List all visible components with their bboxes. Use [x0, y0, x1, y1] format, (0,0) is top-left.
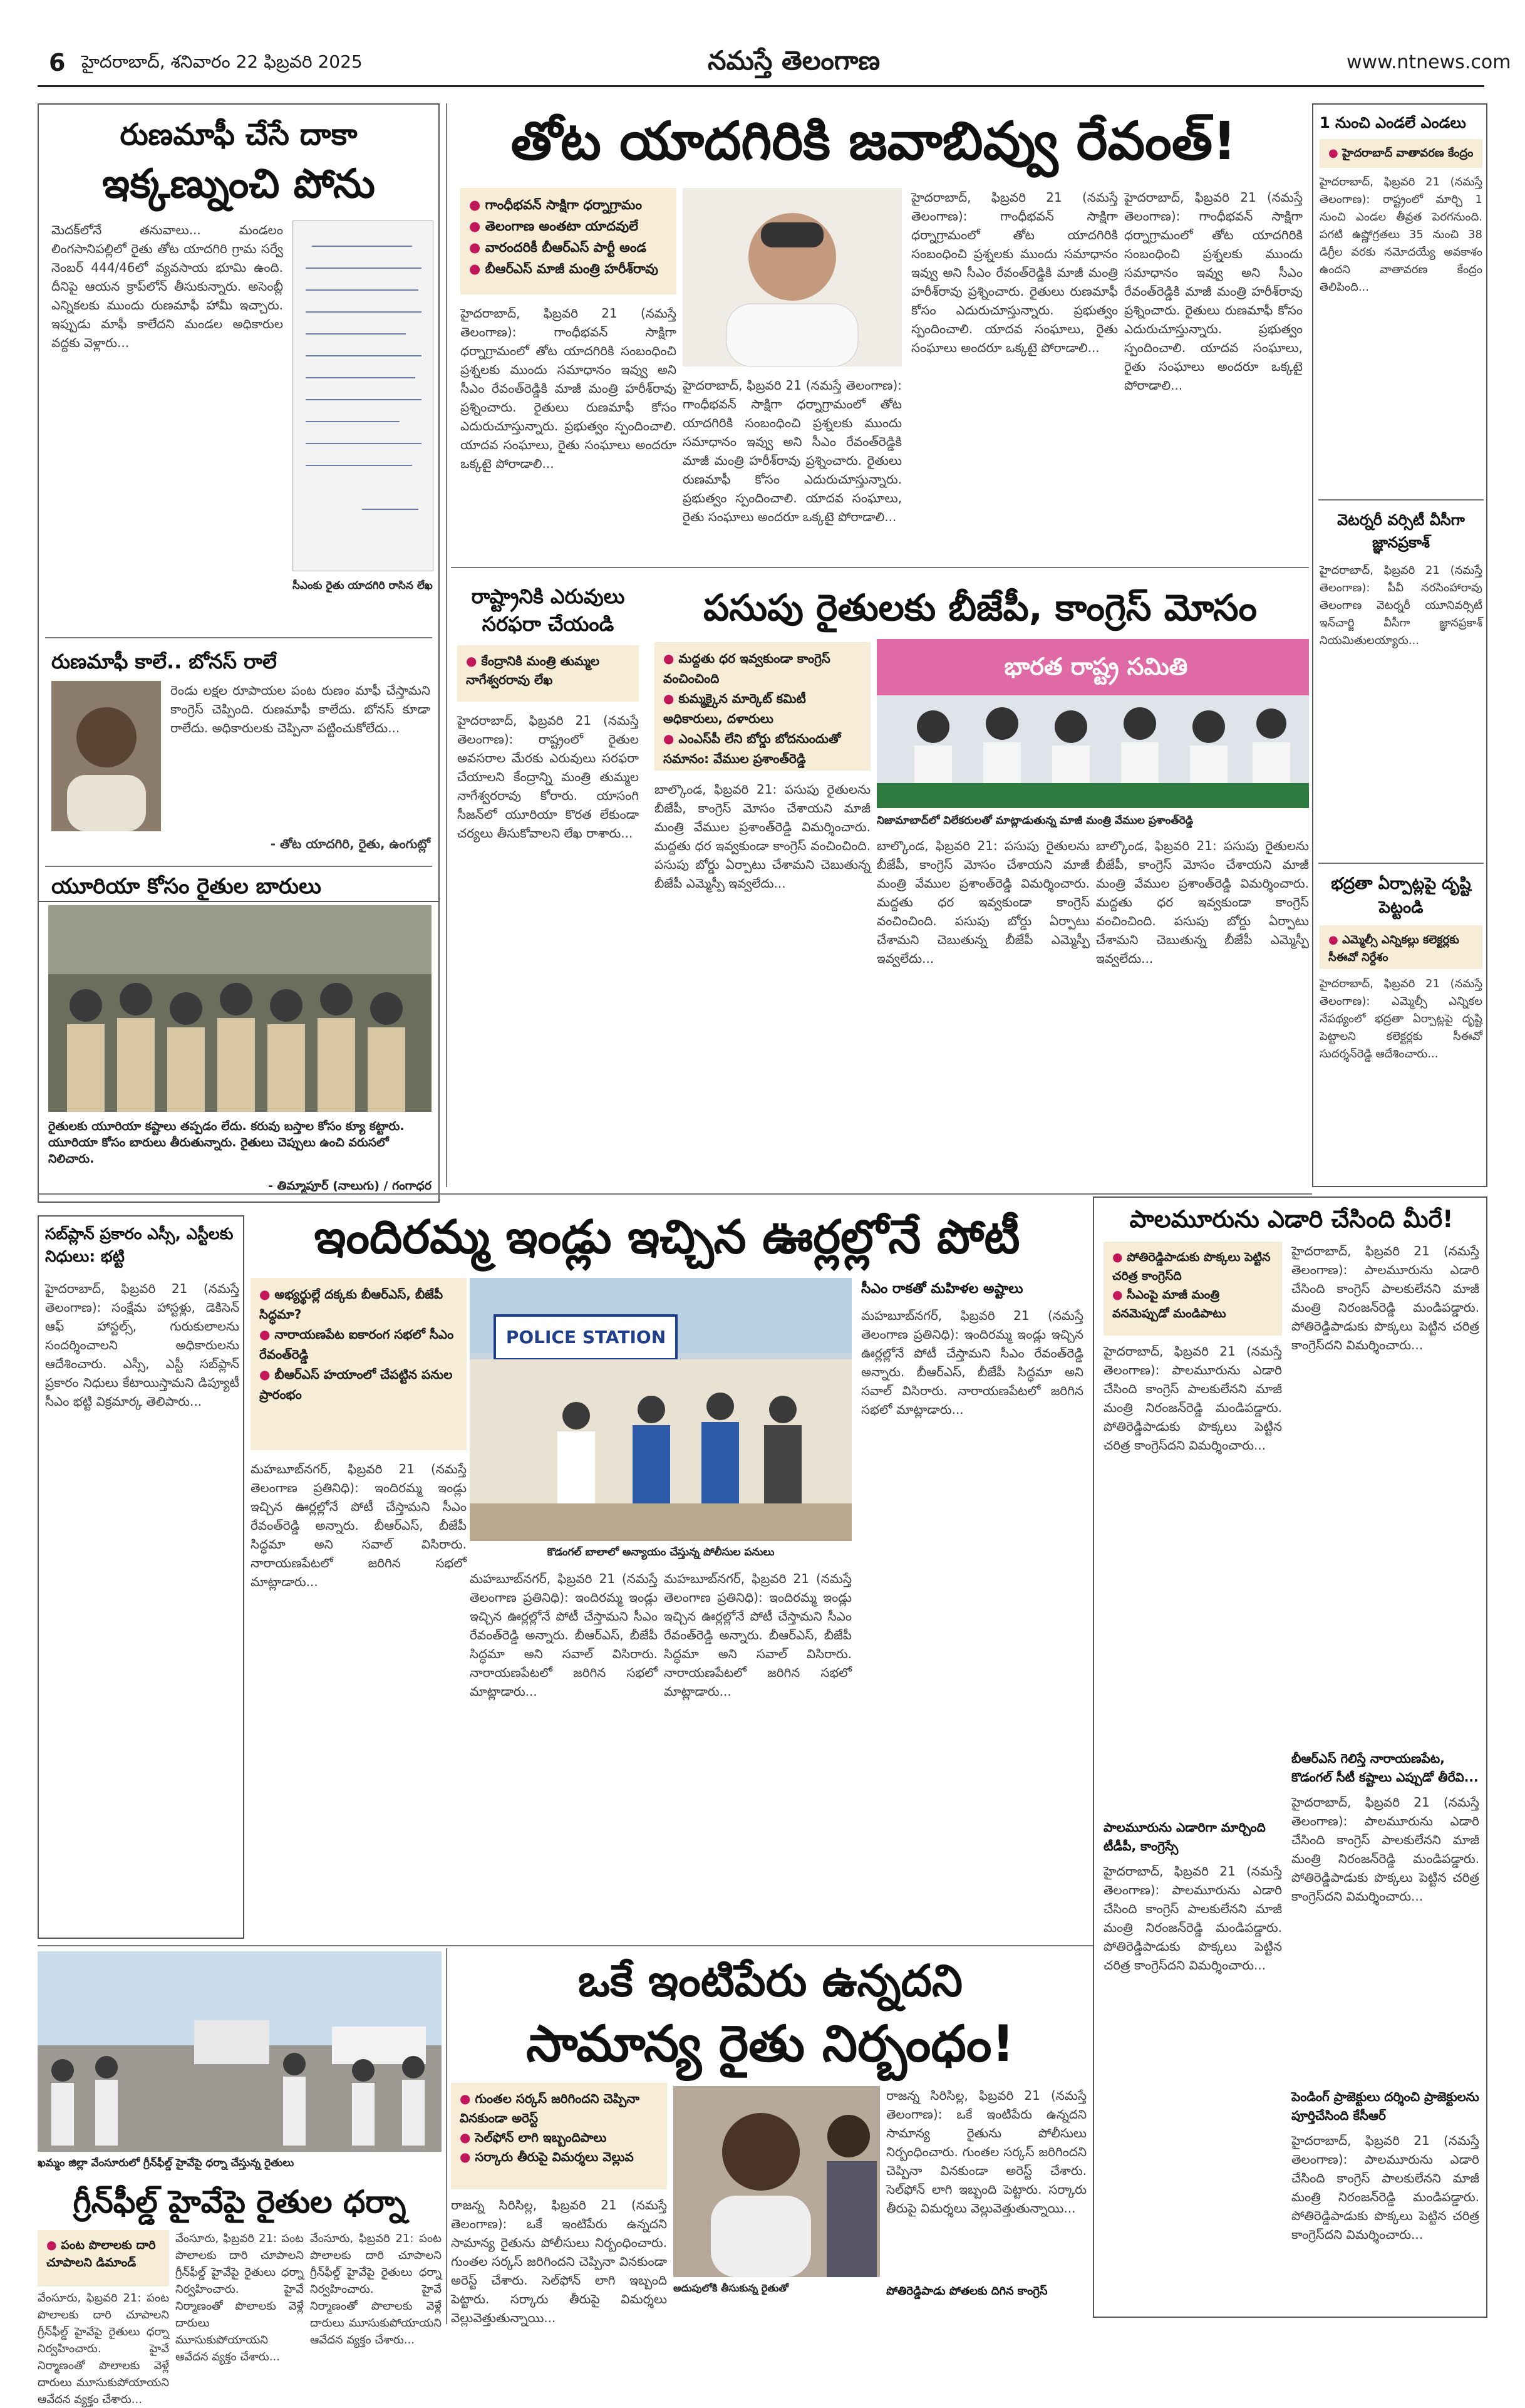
palamuru-bullet-1: ● పోతిరెడ్డిపాడుకు పొక్కలు పెట్టిన చరిత్ర కాంగ్రెస్‌ది: [1112, 1248, 1273, 1285]
rinamafi2-byline: - తోట యాదగిరి, రైతు, ఉంగుట్లో: [270, 836, 430, 851]
masthead: [38, 44, 1511, 81]
palamuru-text-1: హైదరాబాద్, ఫిబ్రవరి 21 (నమస్తే తెలంగాణ): పాలమూరును ఎడారి చేసింది కాంగ్రెస్ పాలకులేనని మాజీ మంత్రి నిరంజన్‌రెడ్డి మండిపడ్డారు. పోతిరెడ్డిపాడుకు పొక్కలు పెట్టిన చరిత్ర కాంగ్రెస్‌దని విమర్శించారు...: [1104, 1344, 1282, 1453]
revanth-bottom-rule: [451, 567, 1309, 568]
police-station-caption: కొడంగల్ బాలాలో అన్యాయం చేస్తున్న పోలీసుల పనులు: [547, 1546, 775, 1559]
bhadrata-subtitle: ● ఎమ్మెల్సీ ఎన్నికల్లు కలెక్టర్లకు సీఈవో నిర్దేశం: [1328, 932, 1474, 967]
column-rule-1: [446, 103, 447, 1187]
rinamafi2-title: రుణమాఫీ కాలే.. బోనస్ రాలే: [51, 650, 277, 673]
harish-rao-photo: [683, 188, 902, 366]
rinamafi2-text: రెండు లక్షల రూపాయల పంట రుణం మాఫీ చేస్తామని కాంగ్రెస్ చెప్పింది. రుణమాఫీ కాలేదు. బోనస్ కూడా రాలేదు. అధికారులకు చెప్పినా పట్టించుకోలేదు...: [170, 683, 430, 735]
pasupu-bullet-2: ● కుమ్మక్కైన మార్కెట్ కమిటీ అధికారులు, దళారులు: [663, 688, 862, 729]
section-rule: [38, 1193, 1312, 1195]
letter-caption: సీఎంకు రైతు యాదగిరి రాసిన లేఖ: [292, 579, 433, 592]
pasupu-text-3: బాల్కొండ, ఫిబ్రవరి 21: పసుపు రైతులను బీజేపీ, కాంగ్రెస్ మోసం చేశాయని మాజీ మంత్రి వేముల ప్రశాంత్‌రెడ్డి విమర్శించారు. మద్దతు ధర ఇవ్వకుండా కాంగ్రెస్ వంచించింది. పసుపు బోర్డు ఏర్పాటు చేశామని చెబుతున్న బీజేపీ ఎమ్మెస్పీ ఇవ్వలేదు...: [1096, 838, 1309, 966]
rashtraniki-box: [451, 576, 645, 1187]
revanth-bullet-4: ● బీఆర్‌ఎస్ మాజీ మంత్రి హరీశ్‌రావు: [469, 258, 668, 279]
revanth-bullet-1: ● గాంధీభవన్ సాక్షిగా ధర్నాగ్రామం: [469, 194, 668, 215]
vetnari-text: హైదరాబాద్, ఫిబ్రవరి 21 (నమస్తే తెలంగాణ): పీవీ నరసింహారావు తెలంగాణ వెటర్నరీ యూనివర్సిటీ ఇన్‌చార్జి వీసీగా జ్ఞానప్రకాశ్ నియమితులయ్యారు...: [1320, 564, 1482, 647]
oke-headline-2: సామాన్య రైతు నిర్బంధం!: [526, 2015, 1015, 2073]
indiramma-text-1: మహబూబ్‌నగర్, ఫిబ్రవరి 21 (నమస్తే తెలంగాణ ప్రతినిధి): ఇందిరమ్మ ఇండ్లు ఇచ్చిన ఊర్లల్లోనే పోటీ చేస్తామని సీఎం రేవంత్‌రెడ్డి అన్నారు. బీఆర్‌ఎస్, బీజేపీ సిద్ధమా అని సవాల్ విసిరారు. నారాయణపేటలో జరిగిన సభలో మాట్లాడారు...: [251, 1461, 467, 1589]
rinamafi-title-1: రుణమాఫీ చేసే దాకా: [120, 117, 358, 152]
indiramma-text-2: మహబూబ్‌నగర్, ఫిబ్రవరి 21 (నమస్తే తెలంగాణ ప్రతినిధి): ఇందిరమ్మ ఇండ్లు ఇచ్చిన ఊర్లల్లోనే పోటీ చేస్తామని సీఎం రేవంత్‌రెడ్డి అన్నారు. బీఆర్‌ఎస్, బీజేపీ సిద్ధమా అని సవాల్ విసిరారు. నారాయణపేటలో జరిగిన సభలో మాట్లాడారు...: [470, 1571, 658, 1699]
greenfield-text-2: వేంసూరు, ఫిబ్రవరి 21: పంట పొలాలకు దారి చూపాలని గ్రీన్‌ఫీల్డ్ హైవేపై రైతులు ధర్నా నిర్వహించారు. హైవే నిర్మాణంతో పొలాలకు వెళ్లే దారులు మూసుకుపోయాయని ఆవేదన వ్యక్తం చేశారు...: [175, 2232, 304, 2364]
oke-bullet-3: ● సర్కారు తీరుపై విమర్శలు వెల్లువ: [460, 2147, 658, 2167]
urea-box: [38, 902, 440, 1203]
urea-byline: - తిమ్మాపూర్ (నాలుగు) / గంగాధర: [267, 1179, 432, 1193]
palamuru-bullet-2: ● సీఎంపై మాజీ మంత్రి వనమెప్పుడో మండిపాటు: [1112, 1285, 1273, 1323]
paper-name: నమస్తే తెలంగాణ: [708, 45, 881, 76]
website[interactable]: www.ntnews.com: [1347, 51, 1511, 73]
rashtraniki-bullet-1: ● కేంద్రానికి మంత్రి తుమ్మల నాగేశ్వరరావు లేఖ: [466, 651, 630, 689]
revanth-text-4: హైదరాబాద్, ఫిబ్రవరి 21 (నమస్తే తెలంగాణ): గాంధీభవన్ సాక్షిగా ధర్నాగ్రామంలో తోట యాదగిరికి సంబంధించి ప్రశ్నలకు ముందు సమాధానం ఇవ్వు అని సీఎం రేవంత్‌రెడ్డికి మాజీ మంత్రి హరీశ్‌రావు ప్రశ్నించారు. రైతులు రుణమాఫీ కోసం ఎదురుచూస్తున్నారు. ప్రభుత్వం స్పందించాలి. యాదవ సంఘాలు, రైతు సంఘాలు అందరూ ఒక్కటై పోరాడాలి...: [1124, 190, 1303, 393]
indiramma-bullet-1: ● అభ్యర్థుల్లే దక్కకు బీఆర్‌ఎస్, బీజేపీ సిద్ధమా?: [259, 1284, 458, 1324]
rinamafi-title-2: ఇక్కణ్నుంచి పోను: [102, 161, 375, 207]
endalu-subtitle: ● హైదరాబాద్ వాతావరణ కేంద్రం: [1328, 145, 1474, 162]
police-station-illustration: [470, 1278, 852, 1541]
bhadrata-subtitle-box: [1320, 925, 1482, 969]
bhadrata-text: హైదరాబాద్, ఫిబ్రవరి 21 (నమస్తే తెలంగాణ): ఎమ్మెల్సీ ఎన్నికల నేపథ్యంలో భద్రతా ఏర్పాట్లపై దృష్టి పెట్టాలని కలెక్టర్లకు సీఈవో సుదర్శన్‌రెడ్డి ఆదేశించారు...: [1320, 977, 1482, 1061]
rashtraniki-title: రాష్ట్రానికి ఎరువులు సరఫరా చేయండి: [471, 584, 625, 636]
greenfield-headline: గ్రీన్‌ఫీల్డ్ హైవేపై రైతుల ధర్నా: [73, 2184, 406, 2220]
revanth-text-3: హైదరాబాద్, ఫిబ్రవరి 21 (నమస్తే తెలంగాణ): గాంధీభవన్ సాక్షిగా ధర్నాగ్రామంలో తోట యాదగిరికి సంబంధించి ప్రశ్నలకు ముందు సమాధానం ఇవ్వు అని సీఎం రేవంత్‌రెడ్డికి మాజీ మంత్రి హరీశ్‌రావు ప్రశ్నించారు. రైతులు రుణమాఫీ కోసం ఎదురుచూస్తున్నారు. ప్రభుత్వం స్పందించాలి. యాదవ సంఘాలు, రైతు సంఘాలు అందరూ ఒక్కటై పోరాడాలి...: [911, 190, 1118, 355]
revanth-headline: తోట యాదగిరికి జవాబివ్వు రేవంత్!: [510, 110, 1237, 172]
pasupu-bullet-3: ● ఎంఎస్‌పీ లేని బోర్డు బోదనుందుతో సమానం: వేముల ప్రశాంత్‌రెడ్డి: [663, 729, 862, 769]
oke-bullet-2: ● సెల్‌ఫోన్ లాగి ఇబ్బందిపాలు: [460, 2128, 658, 2147]
dateline: హైదరాబాద్, శనివారం 22 ఫిబ్రవరి 2025: [81, 51, 363, 72]
greenfield-caption: ఖమ్మం జిల్లా వేంసూరులో గ్రీన్‌ఫీల్డ్ హైవేపై ధర్నా చేస్తున్న రైతులు: [38, 2157, 294, 2169]
press-meet-caption: నిజామాబాద్‌లో విలేకరులతో మాట్లాడుతున్న మాజీ మంత్రి వేముల ప్రశాంత్‌రెడ్డి: [877, 814, 1194, 827]
palamuru-bullets: [1104, 1242, 1282, 1336]
revanth-bullet-2: ● తెలంగాణ అంతటా యాదవులే: [469, 215, 668, 237]
greenfield-text-1: వేంసూరు, ఫిబ్రవరి 21: పంట పొలాలకు దారి చూపాలని గ్రీన్‌ఫీల్డ్ హైవేపై రైతులు ధర్నా నిర్వహించారు. హైవే నిర్మాణంతో పొలాలకు వెళ్లే దారులు మూసుకుపోయాయని ఆవేదన వ్యక్తం చేశారు...: [38, 2291, 169, 2406]
page-number: 6: [49, 49, 66, 76]
revanth-text-1: హైదరాబాద్, ఫిబ్రవరి 21 (నమస్తే తెలంగాణ): గాంధీభవన్ సాక్షిగా ధర్నాగ్రామంలో తోట యాదగిరికి సంబంధించి ప్రశ్నలకు ముందు సమాధానం ఇవ్వు అని సీఎం రేవంత్‌రెడ్డికి మాజీ మంత్రి హరీశ్‌రావు ప్రశ్నించారు. రైతులు రుణమాఫీ కోసం ఎదురుచూస్తున్నారు. ప్రభుత్వం స్పందించాలి. యాదవ సంఘాలు, రైతు సంఘాలు అందరూ ఒక్కటై పోరాడాలి...: [460, 306, 676, 471]
indiramma-headline: ఇందిరమ్మ ఇండ్లు ఇచ్చిన ఊర్లల్లోనే పోటీ: [314, 1210, 1020, 1264]
endalu-title: 1 నుంచి ఎండలే ఎండలు: [1320, 114, 1466, 132]
urea-title: యూరియా కోసం రైతుల బారులు: [51, 874, 321, 899]
oke-text-2: రాజన్న సిరిసిల్ల, ఫిబ్రవరి 21 (నమస్తే తెలంగాణ): ఒకే ఇంటిపేరు ఉన్నదని సామాన్య రైతును పోలీసులు నిర్బంధించారు. గుంతల సర్కస్ జరిగిందని చెప్పినా వినకుండా అరెస్ట్ చేశారు. సెల్‌ఫోన్ లాగి ఇబ్బంది పెట్టారు. సర్కారు తీరుపై విమర్శలు వెల్లువెత్తుతున్నాయి...: [886, 2088, 1087, 2216]
urea-caption: రైతులకు యూరియా కష్టాలు తప్పడం లేదు. కరువు బస్తాల కోసం క్యూ కట్టారు. యూరియా కోసం బారులు తీరుతున్నారు. రైతులు చెప్పులు ఉంచి వరుసలో నిలిచారు.: [48, 1119, 405, 1166]
crowd-illustration: [48, 905, 432, 1112]
revanth-text-2: హైదరాబాద్, ఫిబ్రవరి 21 (నమస్తే తెలంగాణ): గాంధీభవన్ సాక్షిగా ధర్నాగ్రామంలో తోట యాదగిరికి సంబంధించి ప్రశ్నలకు ముందు సమాధానం ఇవ్వు అని సీఎం రేవంత్‌రెడ్డికి మాజీ మంత్రి హరీశ్‌రావు ప్రశ్నించారు. రైతులు రుణమాఫీ కోసం ఎదురుచూస్తున్నారు. ప్రభుత్వం స్పందించాలి. యాదవ సంఘాలు, రైతు సంఘాలు అందరూ ఒక్కటై పోరాడాలి...: [683, 378, 902, 524]
vetnari-title: వెటర్నరీ వర్సిటీ వీసీగా జ్ఞానప్రకాశ్: [1337, 511, 1465, 551]
rinamafi-divider: [45, 637, 432, 638]
right-column-box: [1312, 103, 1487, 1187]
oke-bullets: [451, 2083, 667, 2189]
police-station-photo: [470, 1278, 852, 1541]
oke-bullet-1: ● గుంతల సర్కస్ జరిగిందని చెప్పినా వినకుండా అరెస్ట్: [460, 2089, 658, 2128]
revanth-bullet-3: ● వారందరికీ బీఆర్‌ఎస్ పార్టీ అండ: [469, 237, 668, 258]
urea-divider: [45, 866, 432, 867]
endalu-subtitle-box: [1320, 139, 1482, 168]
oke-sub: పోతిరెడ్డిపాడు పోతలకు దిగిన కాంగ్రెస్: [886, 2285, 1048, 2298]
highway-protest-illustration: [38, 1951, 442, 2152]
rinamafi-lead: మెదక్‌లోనే తనువాలు... మండలం లింగసానిపల్లిలో రైతు తోట యాదగిరి గ్రామ సర్వే నెంబర్ 444/46లో వ్యవసాయ భూమి ఉంది. దీనిపై ఆయన క్రాప్‌లోన్ తీసుకున్నారు. అసెంబ్లీ ఎన్నికలకు ముందు రుణమాఫీ హామీ ఇచ్చారు. ఇప్పుడు మాఫీ కాలేదని మండల అధికారుల వద్దకు వెళ్లారు...: [51, 222, 283, 350]
palamuru-box: [1093, 1196, 1487, 2318]
endalu-divider: [1318, 499, 1484, 501]
palamuru-text-3: హైదరాబాద్, ఫిబ్రవరి 21 (నమస్తే తెలంగాణ): పాలమూరును ఎడారి చేసింది కాంగ్రెస్ పాలకులేనని మాజీ మంత్రి నిరంజన్‌రెడ్డి మండిపడ్డారు. పోతిరెడ్డిపాడుకు పొక్కలు పెట్టిన చరిత్ర కాంగ్రెస్‌దని విమర్శించారు...: [1291, 1795, 1479, 1904]
subplan-box: [38, 1215, 244, 1939]
palamuru-sub1: బీఆర్‌ఎస్ గెలిస్తే నారాయణపేట, కొడంగల్ సీటీ కష్టాలు ఎప్పుడో తీరేవి...: [1291, 1751, 1479, 1785]
pasupu-bullet-1: ● మద్దతు ధర ఇవ్వకుండా కాంగ్రెస్ వంచించింది: [663, 648, 862, 688]
indiramma-bullets: [251, 1278, 467, 1450]
press-meet-photo: [877, 639, 1309, 808]
farmer-arrest-caption: అదుపులోకి తీసుకున్న రైతుతో: [673, 2282, 788, 2294]
letter-lines: [293, 221, 434, 572]
palamuru-text-4: హైదరాబాద్, ఫిబ్రవరి 21 (నమస్తే తెలంగాణ): పాలమూరును ఎడారి చేసింది కాంగ్రెస్ పాలకులేనని మాజీ మంత్రి నిరంజన్‌రెడ్డి మండిపడ్డారు. పోతిరెడ్డిపాడుకు పొక్కలు పెట్టిన చరిత్ర కాంగ్రెస్‌దని విమర్శించారు...: [1104, 1864, 1282, 1973]
section-rule-2: [38, 1945, 1093, 1946]
portrait-silhouette: [683, 188, 902, 366]
greenfield-bullets: [38, 2230, 169, 2286]
pasupu-text-1: బాల్కొండ, ఫిబ్రవరి 21: పసుపు రైతులను బీజేపీ, కాంగ్రెస్ మోసం చేశాయని మాజీ మంత్రి వేముల ప్రశాంత్‌రెడ్డి విమర్శించారు. మద్దతు ధర ఇవ్వకుండా కాంగ్రెస్ వంచించింది. పసుపు బోర్డు ఏర్పాటు చేశామని చెబుతున్న బీజేపీ ఎమ్మెస్పీ ఇవ్వలేదు...: [654, 782, 871, 891]
pasupu-bullets: [654, 642, 871, 771]
rinamafi-box: [38, 103, 440, 902]
greenfield-text-3: వేంసూరు, ఫిబ్రవరి 21: పంట పొలాలకు దారి చూపాలని గ్రీన్‌ఫీల్డ్ హైవేపై రైతులు ధర్నా నిర్వహించారు. హైవే నిర్మాణంతో పొలాలకు వెళ్లే దారులు మూసుకుపోయాయని ఆవేదన వ్యక్తం చేశారు...: [310, 2232, 442, 2347]
palamuru-text-5: హైదరాబాద్, ఫిబ్రవరి 21 (నమస్తే తెలంగాణ): పాలమూరును ఎడారి చేసింది కాంగ్రెస్ పాలకులేనని మాజీ మంత్రి నిరంజన్‌రెడ్డి మండిపడ్డారు. పోతిరెడ్డిపాడుకు పొక్కలు పెట్టిన చరిత్ర కాంగ్రెస్‌దని విమర్శించారు...: [1291, 2133, 1479, 2242]
rashtraniki-bullets: [457, 645, 639, 702]
palamuru-text-2: హైదరాబాద్, ఫిబ్రవరి 21 (నమస్తే తెలంగాణ): పాలమూరును ఎడారి చేసింది కాంగ్రెస్ పాలకులేనని మాజీ మంత్రి నిరంజన్‌రెడ్డి మండిపడ్డారు. పోతిరెడ్డిపాడుకు పొక్కలు పెట్టిన చరిత్ర కాంగ్రెస్‌దని విమర్శించారు...: [1291, 1243, 1479, 1352]
rashtraniki-text: హైదరాబాద్, ఫిబ్రవరి 21 (నమస్తే తెలంగాణ): రాష్ట్రంలో రైతుల అవసరాల మేరకు ఎరువులు సరఫరా చేయాలని కేంద్రాన్ని మంత్రి తుమ్మల నాగేశ్వరరావు కోరారు. యాసంగి సీజన్‌లో యూరియా కొరత లేకుండా చర్యలు తీసుకోవాలని లేఖ రాశారు...: [457, 713, 639, 841]
pasupu-text-2: బాల్కొండ, ఫిబ్రవరి 21: పసుపు రైతులను బీజేపీ, కాంగ్రెస్ మోసం చేశాయని మాజీ మంత్రి వేముల ప్రశాంత్‌రెడ్డి విమర్శించారు. మద్దతు ధర ఇవ్వకుండా కాంగ్రెస్ వంచించింది. పసుపు బోర్డు ఏర్పాటు చేశామని చెబుతున్న బీజేపీ ఎమ్మెస్పీ ఇవ్వలేదు...: [877, 838, 1090, 966]
palamuru-title: పాలమూరును ఎడారి చేసింది మీరే!: [1129, 1205, 1454, 1233]
greenfield-bullet-1: ● పంట పొలాలకు దారి చూపాలని డిమాండ్: [46, 2236, 160, 2271]
greenfield-photo: [38, 1951, 442, 2152]
indiramma-side-text: మహబూబ్‌నగర్, ఫిబ్రవరి 21 (నమస్తే తెలంగాణ ప్రతినిధి): ఇందిరమ్మ ఇండ్లు ఇచ్చిన ఊర్లల్లోనే పోటీ చేస్తామని సీఎం రేవంత్‌రెడ్డి అన్నారు. బీఆర్‌ఎస్, బీజేపీ సిద్ధమా అని సవాల్ విసిరారు. నారాయణపేటలో జరిగిన సభలో మాట్లాడారు...: [861, 1308, 1083, 1417]
farmer-portrait: [51, 681, 161, 831]
urea-queue-photo: [48, 905, 432, 1112]
palamuru-sub3: పాలమూరును ఎడారిగా మార్చింది టీడీపీ, కాంగ్రెస్సే: [1104, 1820, 1266, 1854]
farmer-silhouette: [51, 681, 161, 831]
indiramma-text-3: మహబూబ్‌నగర్, ఫిబ్రవరి 21 (నమస్తే తెలంగాణ ప్రతినిధి): ఇందిరమ్మ ఇండ్లు ఇచ్చిన ఊర్లల్లోనే పోటీ చేస్తామని సీఎం రేవంత్‌రెడ్డి అన్నారు. బీఆర్‌ఎస్, బీజేపీ సిద్ధమా అని సవాల్ విసిరారు. నారాయణపేటలో జరిగిన సభలో మాట్లాడారు...: [664, 1571, 852, 1699]
farmer-arrest-illustration: [673, 2086, 880, 2277]
oke-text-1: రాజన్న సిరిసిల్ల, ఫిబ్రవరి 21 (నమస్తే తెలంగాణ): ఒకే ఇంటిపేరు ఉన్నదని సామాన్య రైతును పోలీసులు నిర్బంధించారు. గుంతల సర్కస్ జరిగిందని చెప్పినా వినకుండా అరెస్ట్ చేశారు. సెల్‌ఫోన్ లాగి ఇబ్బంది పెట్టారు. సర్కారు తీరుపై విమర్శలు వెల్లువెత్తుతున్నాయి...: [451, 2198, 667, 2325]
pasupu-headline: పసుపు రైతులకు బీజేపీ, కాంగ్రెస్ మోసం: [703, 586, 1257, 629]
indiramma-side-title: సీఎం రాకతో మహిళల అష్టాలు: [861, 1281, 1023, 1297]
masthead-rule: [38, 85, 1484, 87]
indiramma-bullet-2: ● నారాయణపేట ఐకారంగ సభలో సీఎం రేవంత్‌రెడ్డి: [259, 1324, 458, 1364]
farmer-arrest-photo: [673, 2086, 880, 2277]
endalu-text: హైదరాబాద్, ఫిబ్రవరి 21 (నమస్తే తెలంగాణ): రాష్ట్రంలో మార్చి 1 నుంచి ఎండల తీవ్రత పెరగనుంది. పగటి ఉష్ణోగ్రతలు 35 నుంచి 38 డిగ్రీల వరకు నమోదయ్యే అవకాశం ఉందని వాతావరణ కేంద్రం తెలిపింది...: [1320, 175, 1482, 294]
revanth-bullets: [460, 188, 676, 294]
brs-banner: భారత రాష్ట్ర సమితి: [1004, 653, 1188, 680]
bhadrata-title: భద్రతా ఏర్పాట్లపై దృష్టి పెట్టండి: [1331, 874, 1471, 917]
column-rule-2: [446, 1948, 447, 2324]
subplan-title: సబ్‌ప్లాన్ ప్రకారం ఎస్సీ, ఎస్టీలకు నిధులు: భట్టి: [45, 1225, 234, 1265]
vetnari-divider: [1318, 863, 1484, 864]
complaint-letter-image: [292, 221, 433, 571]
palamuru-sub2: పెండింగ్ ప్రాజెక్టులు దర్శించి ప్రాజెక్టులను పూర్తిచేసింది కేసీఆర్: [1291, 2089, 1479, 2123]
oke-headline-1: ఒకే ఇంటిపేరు ఉన్నదని: [577, 1955, 963, 2006]
police-station-sign: POLICE STATION: [505, 1327, 666, 1347]
indiramma-bullet-3: ● బీఆర్‌ఎస్ హయాంలో చేపట్టిన పనుల ప్రారంభం: [259, 1364, 458, 1404]
subplan-text: హైదరాబాద్, ఫిబ్రవరి 21 (నమస్తే తెలంగాణ): సంక్షేమ హాస్టళ్లు, డెకిసెన్ ఆఫ్ హాస్టల్స్, గురుకులాలను సందర్శించాలని అధికారులను ఆదేశించారు. ఎస్సీ, ఎస్టీ సబ్‌ప్లాన్ ప్రకారం నిధులు కేటాయిస్తామని డిప్యూటీ సీఎం భట్టి విక్రమార్క తెలిపారు...: [45, 1281, 239, 1409]
